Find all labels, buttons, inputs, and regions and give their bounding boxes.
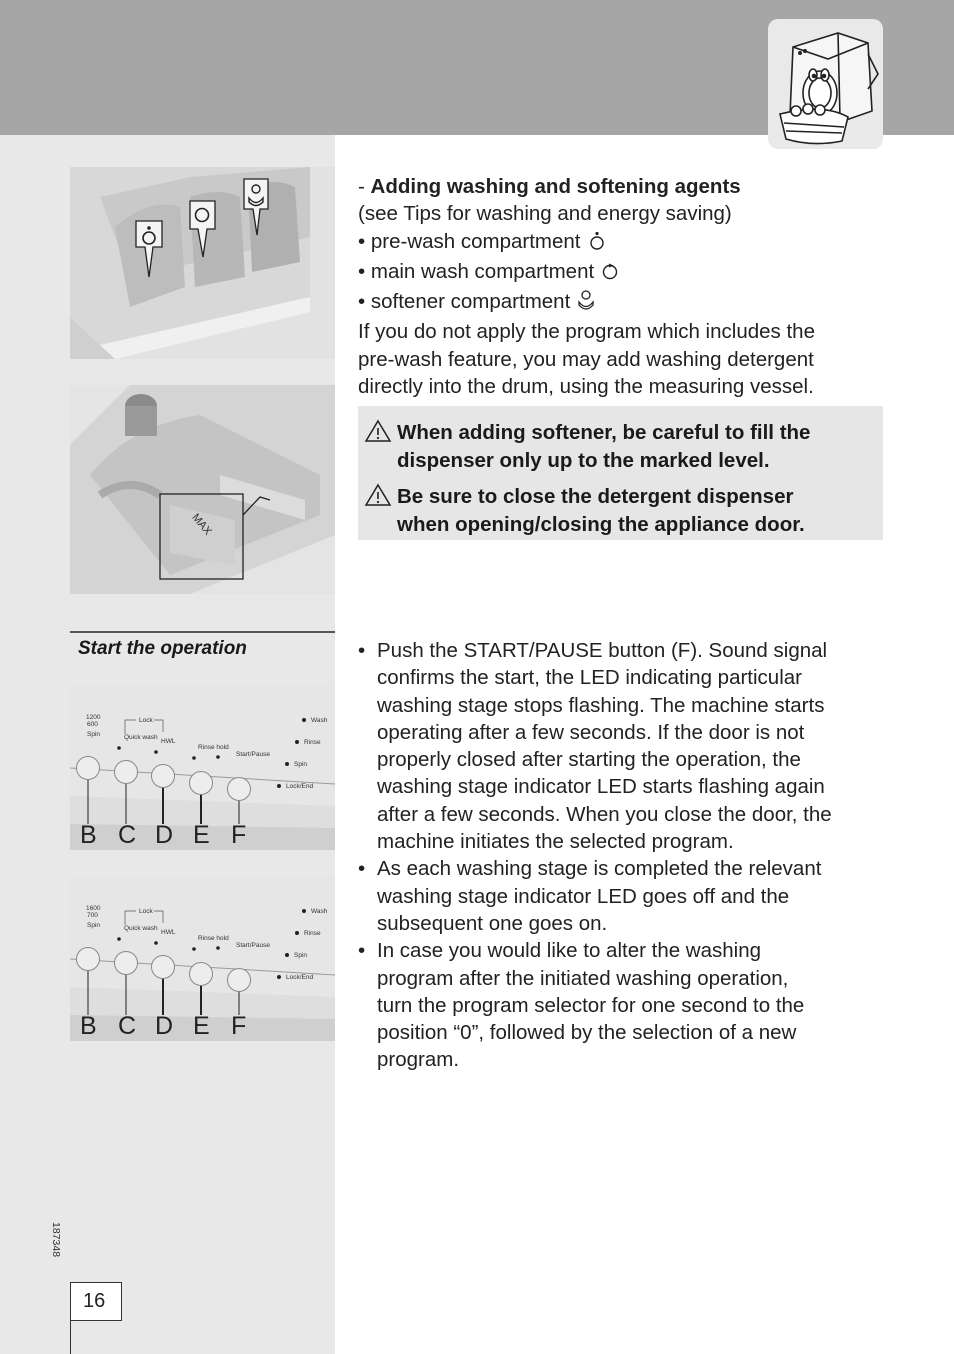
dispenser-max-level-photo (70, 385, 335, 594)
warning-box (358, 406, 883, 540)
panel-button-f (228, 778, 251, 801)
panel-button-b (77, 757, 100, 780)
section-divider (70, 631, 335, 633)
button-letter-d: D (155, 821, 174, 849)
indicator-dot (117, 746, 121, 750)
led-indicator (302, 909, 306, 913)
led-label: Wash (311, 717, 328, 724)
adding-heading: Adding washing and softening agents (370, 175, 741, 198)
control-panel-illustration (70, 877, 335, 1041)
led-label: Rinse (304, 739, 321, 746)
panel-button-d (152, 765, 175, 788)
lock-label: Lock (139, 717, 153, 724)
rinse-hold-label: Rinse hold (198, 935, 229, 942)
panel-button-d (152, 956, 175, 979)
prewash-icon (587, 231, 607, 258)
page-number: 16 (70, 1282, 122, 1321)
button-letter-e: E (193, 1012, 210, 1040)
panel-button-c (115, 761, 138, 784)
button-letter-c: C (118, 1012, 137, 1040)
spin-value-high: 1200 (86, 714, 101, 721)
washing-machine-mascot-icon (768, 19, 883, 149)
softener-warning: When adding softener, be careful to fill the dispenser only up to the marked level. (364, 419, 879, 474)
spin-value-low: 700 (87, 912, 98, 919)
start-pause-label: Start/Pause (236, 751, 270, 758)
adding-agents-text (358, 173, 888, 400)
led-label: Spin (294, 952, 308, 959)
heading-prefix: - (358, 175, 371, 198)
quick-wash-label: Quick wash (124, 734, 158, 741)
button-letter-d: D (155, 1012, 174, 1040)
list-item-prewash: • pre-wash compartment (358, 228, 888, 258)
control-panel-illustration (70, 686, 335, 850)
button-letter-e: E (193, 821, 210, 849)
softener-icon (576, 289, 596, 318)
list-item: • As each washing stage is completed the relevant washing stage indicator LED goes off and the subsequent one goes on. (358, 855, 888, 937)
indicator-dot (154, 750, 158, 754)
max-label: MAX (189, 511, 214, 538)
adding-paragraph-line: directly into the drum, using the measuring vessel. (358, 375, 814, 399)
mainwash-icon (600, 261, 620, 288)
spin-label: Spin (87, 922, 101, 929)
start-pause-label: Start/Pause (236, 942, 270, 949)
indicator-dot (192, 947, 196, 951)
detergent-dispenser-photo (70, 167, 335, 359)
adding-paragraph-line: If you do not apply the program which includes the (358, 320, 815, 344)
led-label: Lock/End (286, 974, 314, 981)
rinse-hold-label: Rinse hold (198, 744, 229, 751)
button-letter-f: F (231, 1012, 247, 1040)
panel-button-c (115, 952, 138, 975)
led-indicator (302, 718, 306, 722)
list-item: • Push the START/PAUSE button (F). Sound signal confirms the start, the LED indicating particular washing stage stops flashing. The machine starts operating after a few seconds. If the door is not properly closed after starting the operation, the washing stage indicator LED starts flashing again after a few seconds. When you close the door, the machine initiates the selected program. (358, 637, 888, 855)
quick-wash-label: Quick wash (124, 925, 158, 932)
button-letter-f: F (231, 821, 247, 849)
close-dispenser-warning: Be sure to close the detergent dispenser when opening/closing the appliance door. (364, 483, 879, 538)
spin-label: Spin (87, 731, 101, 738)
spin-value-low: 600 (87, 721, 98, 728)
led-indicator (277, 784, 281, 788)
led-label: Wash (311, 908, 328, 915)
panel-button-b (77, 948, 100, 971)
panel-button-e (190, 772, 213, 795)
led-indicator (285, 762, 289, 766)
led-indicator (295, 740, 299, 744)
list-item-mainwash: • main wash compartment (358, 258, 888, 288)
hwl-label: HWL (161, 738, 176, 745)
led-label: Spin (294, 761, 308, 768)
list-item: • In case you would like to alter the washing program after the initiated washing operation, turn the program selector for one second to the position “0”, followed by the selection of a new program. (358, 937, 888, 1073)
indicator-dot (216, 755, 220, 759)
lock-label: Lock (139, 908, 153, 915)
led-indicator (295, 931, 299, 935)
hwl-label: HWL (161, 929, 176, 936)
adding-subheading: (see Tips for washing and energy saving) (358, 202, 732, 226)
led-indicator (277, 975, 281, 979)
operation-steps-list (358, 637, 888, 1074)
indicator-dot (192, 756, 196, 760)
warning-triangle-icon (364, 419, 392, 443)
indicator-dot (117, 937, 121, 941)
page-number-stem (70, 1320, 71, 1354)
button-letter-c: C (118, 821, 137, 849)
panel-button-f (228, 969, 251, 992)
adding-paragraph-line: pre-wash feature, you may add washing detergent (358, 347, 814, 371)
spin-value-high: 1600 (86, 905, 101, 912)
button-letter-b: B (80, 1012, 97, 1040)
indicator-dot (216, 946, 220, 950)
indicator-dot (154, 941, 158, 945)
led-label: Lock/End (286, 783, 314, 790)
led-indicator (285, 953, 289, 957)
list-item-softener: • softener compartment (358, 288, 888, 318)
panel-button-e (190, 963, 213, 986)
button-letter-b: B (80, 821, 97, 849)
warning-triangle-icon (364, 483, 392, 507)
led-label: Rinse (304, 930, 321, 937)
section-title: Start the operation (78, 638, 247, 659)
